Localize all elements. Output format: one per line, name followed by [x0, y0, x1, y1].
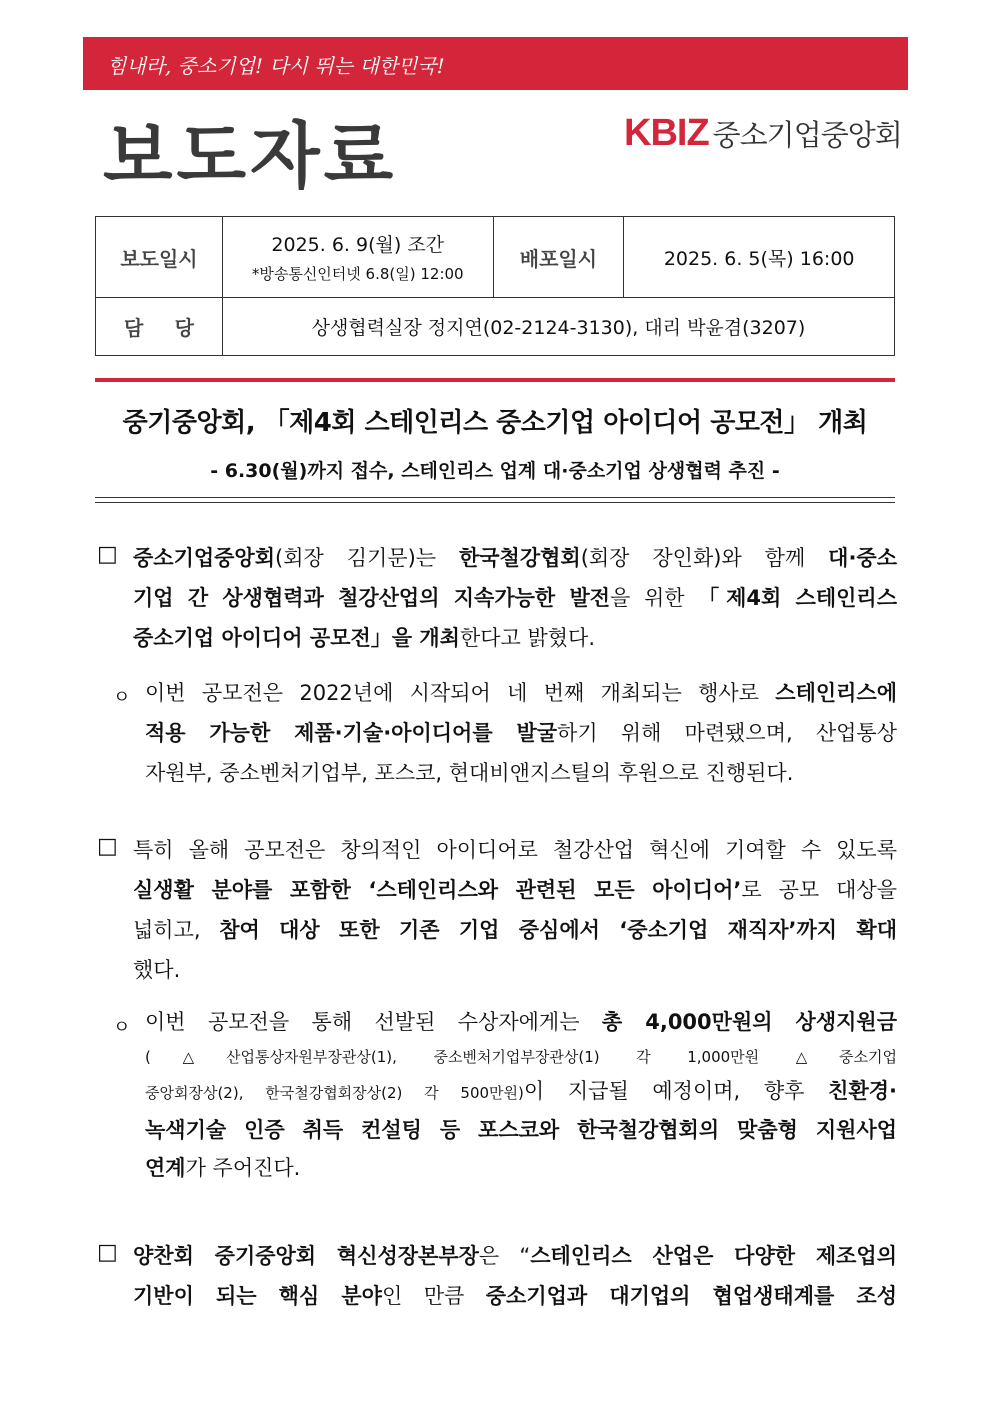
paragraph-line: 이번 공모전을 통해 선발된 수상자에게는 총 4,000만원의 상생지원금	[145, 1010, 897, 1034]
paragraph-line: 중소기업 아이디어 공모전」을 개최한다고 밝혔다.	[133, 626, 596, 650]
paragraph-line: 기업 간 상생협력과 철강산업의 지속가능한 발전을 위한 「제4회 스테인리스	[133, 586, 897, 610]
contact-label	[96, 298, 223, 356]
red-divider	[95, 378, 895, 382]
document-type-title: 보도자료	[103, 114, 398, 198]
release-date-cell	[222, 217, 493, 298]
paragraph-line: 자원부, 중소벤처기업부, 포스코, 현대비앤지스틸의 후원으로 진행된다.	[145, 761, 794, 785]
paragraph-2-sub	[145, 1003, 897, 1187]
paragraph-line: 했다.	[133, 958, 181, 982]
paragraph-1-sub	[145, 673, 897, 793]
paragraph-line: 양찬회 중기중앙회 혁신성장본부장은 “스테인리스 산업은 다양한 제조업의	[133, 1244, 897, 1268]
paragraph-line: 넓히고, 참여 대상 또한 기존 기업 중심에서 ‘중소기업 재직자’까지 확대	[133, 918, 897, 942]
logo-org-name: 중소기업중앙회	[712, 118, 902, 152]
release-broadcast-note: *방송통신인터넷 6.8(일) 12:00	[251, 265, 464, 283]
paragraph-line: 적용 가능한 제품·기술·아이디어를 발굴하기 위해 마련됐으며, 산업통상	[145, 721, 898, 745]
paragraph-1	[133, 538, 897, 658]
paragraph-line: 특히 올해 공모전은 창의적인 아이디어로 철강산업 혁신에 기여할 수 있도록	[133, 838, 897, 862]
square-bullet: □	[97, 1240, 118, 1265]
org-name: 중소기업중앙회	[133, 546, 276, 570]
circle-bullet: ㅇ	[113, 1017, 131, 1038]
contact-value: 상생협력실장 정지연(02-2124-3130), 대리 박윤겸(3207)	[222, 298, 894, 356]
paragraph-2	[133, 830, 897, 990]
distribution-date-value: 2025. 6. 5(목) 16:00	[624, 217, 895, 298]
double-rule-top	[95, 497, 895, 498]
square-bullet: □	[97, 542, 118, 567]
kbiz-logo	[624, 112, 902, 155]
slogan-banner	[83, 37, 908, 90]
double-rule-bottom	[95, 502, 895, 503]
release-date-value: 2025. 6. 9(월) 조간	[271, 234, 445, 256]
paragraph-line: 중소기업중앙회(회장 김기문)는 한국철강협회(회장 장인화)와 함께 대·중소	[133, 546, 898, 570]
paragraph-line: (△산업통상자원부장관상(1), 중소벤처기업부장관상(1) 각 1,000만원 △중소기업	[145, 1048, 897, 1066]
subheadline: - 6.30(월)까지 접수, 스테인리스 업계 대·중소기업 상생협력 추진 -	[210, 460, 780, 482]
paragraph-line: 이번 공모전은 2022년에 시작되어 네 번째 개최되는 행사로 스테인리스에	[145, 681, 897, 705]
square-bullet: □	[97, 834, 118, 859]
circle-bullet: ㅇ	[113, 687, 131, 708]
distribution-date-label: 배포일시	[493, 217, 624, 298]
slogan-text: 힘내라, 중소기업! 다시 뛰는 대한민국!	[107, 54, 445, 78]
paragraph-line: 중앙회장상(2), 한국철강협회장상(2) 각 500만원)이 지급될 예정이며, 향후 친환경·	[145, 1079, 897, 1103]
paragraph-line: 실생활 분야를 포함한 ‘스테인리스와 관련된 모든 아이디어’로 공모 대상을	[133, 878, 897, 902]
paragraph-line: 기반이 되는 핵심 분야인 만큼 중소기업과 대기업의 협업생태계를 조성	[133, 1284, 897, 1308]
paragraph-line: 녹색기술 인증 취득 컨설팅 등 포스코와 한국철강협회의 맞춤형 지원사업	[145, 1118, 897, 1142]
contact-label-text: 담 당	[124, 316, 194, 340]
release-date-label: 보도일시	[96, 217, 223, 298]
headline: 중기중앙회, 「제4회 스테인리스 중소기업 아이디어 공모전」 개최	[122, 408, 868, 438]
release-info-table	[95, 216, 895, 356]
paragraph-3	[133, 1236, 897, 1316]
paragraph-line: 연계가 주어진다.	[145, 1156, 301, 1180]
logo-brand-text: KBIZ	[624, 112, 709, 154]
